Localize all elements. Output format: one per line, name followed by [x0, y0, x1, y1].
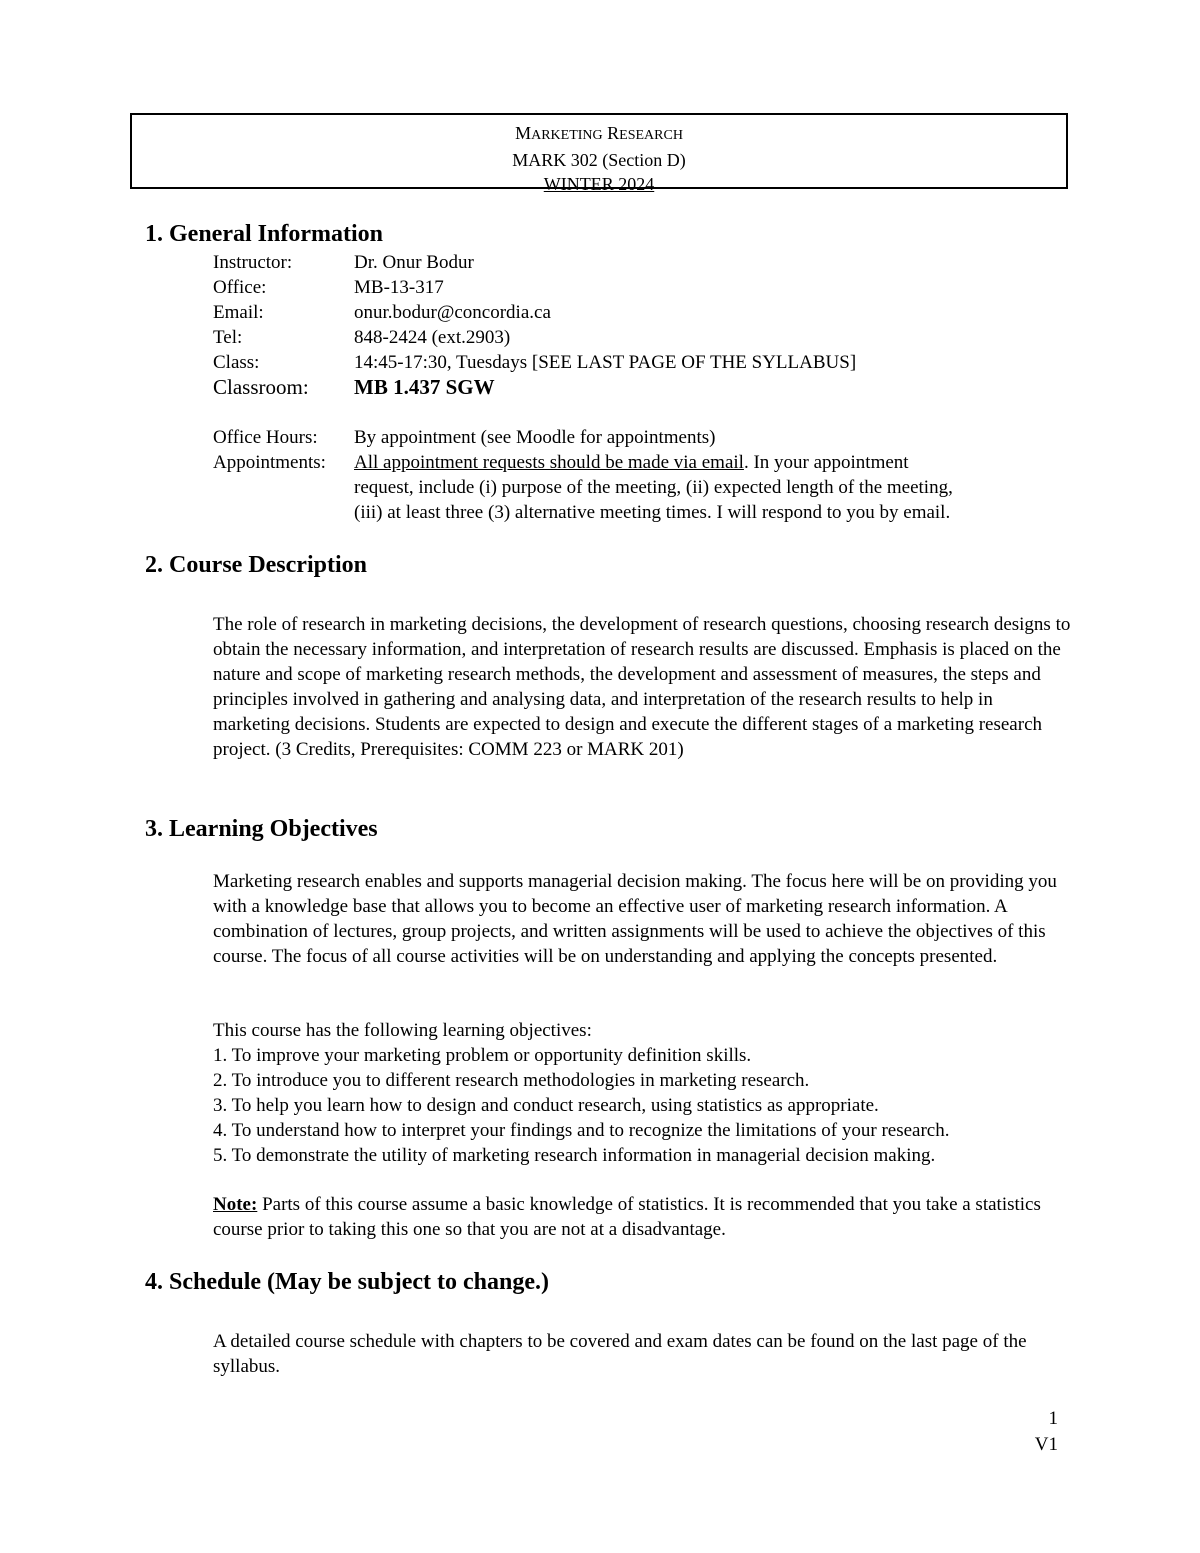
info-row-office-hours [213, 425, 1093, 450]
list-item: 1. To improve your marketing problem or opportunity definition skills. [213, 1045, 752, 1066]
course-term: WINTER 2024 [543, 174, 655, 194]
list-item: 3. To help you learn how to design and conduct research, using statistics as appropriate. [213, 1095, 879, 1116]
schedule-text: A detailed course schedule with chapters to be covered and exam dates can be found on the last page of the syllabus. [213, 1331, 1027, 1377]
learning-objectives-list-block [213, 1018, 1073, 1168]
info-value [354, 450, 1093, 525]
statistics-note [213, 1192, 1073, 1242]
appointments-text: (iii) at least three (3) alternative meeting times. I will respond to you by email. [354, 502, 951, 523]
appointments-text: . In your appointment [743, 452, 909, 473]
info-value: MB 1.437 SGW [354, 375, 495, 399]
title-box [130, 113, 1068, 194]
document-version: V1 [1034, 1434, 1058, 1455]
info-label: Office Hours: [213, 427, 318, 448]
info-label: Class: [213, 352, 260, 373]
info-row-classroom [213, 375, 1093, 400]
info-value: MB-13-317 [354, 277, 444, 298]
info-row-email [213, 300, 1093, 325]
heading-general-information: 1. General Information [145, 221, 383, 247]
info-row-appointments [213, 450, 1093, 525]
course-description-text: The role of research in marketing decisions, the development of research questions, choosing research designs to obtain the necessary information, and interpretation of research results are discussed. Emphasis is placed on the nature and scope of marketing research methods, the development and assessment of measures, the steps and principles involved in gathering and analysing data, and interpretation of the research results to help in marketing decisions. Students are expected to design and execute the different stages of a marketing research project. (3 Credits, Prerequisites: COMM 223 or MARK 201) [213, 614, 1071, 760]
info-label: Email: [213, 302, 264, 323]
heading-course-description: 2. Course Description [145, 552, 367, 578]
info-label: Instructor: [213, 252, 293, 273]
info-label: Appointments: [213, 452, 326, 473]
heading-schedule: 4. Schedule (May be subject to change.) [145, 1269, 549, 1295]
heading-learning-objectives: 3. Learning Objectives [145, 816, 378, 842]
list-item: 5. To demonstrate the utility of marketing research information in managerial decision making. [213, 1145, 936, 1166]
info-value: By appointment (see Moodle for appointments) [354, 427, 716, 448]
course-code: MARK 302 (Section D) [512, 150, 686, 170]
list-item: 2. To introduce you to different research methodologies in marketing research. [213, 1070, 810, 1091]
info-label: Tel: [213, 327, 243, 348]
info-row-tel [213, 325, 1093, 350]
appointments-emphasis: All appointment requests should be made via email [354, 452, 744, 473]
info-label: Classroom: [213, 375, 309, 399]
objectives-list [213, 1043, 1073, 1168]
course-title: MARKETING RESEARCH [515, 123, 683, 143]
list-item: 4. To understand how to interpret your findings and to recognize the limitations of your research. [213, 1120, 950, 1141]
appointments-text: request, include (i) purpose of the meeting, (ii) expected length of the meeting, [354, 477, 953, 498]
info-value: Dr. Onur Bodur [354, 252, 474, 273]
info-row-class [213, 350, 1093, 375]
list-intro: This course has the following learning objectives: [213, 1020, 592, 1041]
info-value: 848-2424 (ext.2903) [354, 327, 511, 348]
info-row-instructor [213, 250, 1093, 275]
info-value: 14:45-17:30, Tuesdays [SEE LAST PAGE OF THE SYLLABUS] [354, 352, 857, 373]
note-label: Note: [213, 1194, 258, 1215]
info-label: Office: [213, 277, 267, 298]
page-number: 1 [1048, 1408, 1058, 1429]
note-text: Parts of this course assume a basic knowledge of statistics. It is recommended that you take a statistics course prior to taking this one so that you are not at a disadvantage. [213, 1194, 1041, 1240]
general-information-table [213, 250, 1093, 525]
learning-objectives-intro: Marketing research enables and supports managerial decision making. The focus here will be on providing you with a knowledge base that allows you to become an effective user of marketing research information. A combination of lectures, group projects, and written assignments will be used to achieve the objectives of this course. The focus of all course activities will be on understanding and applying the concepts presented. [213, 871, 1057, 967]
info-row-office [213, 275, 1093, 300]
info-value: onur.bodur@concordia.ca [354, 302, 551, 323]
